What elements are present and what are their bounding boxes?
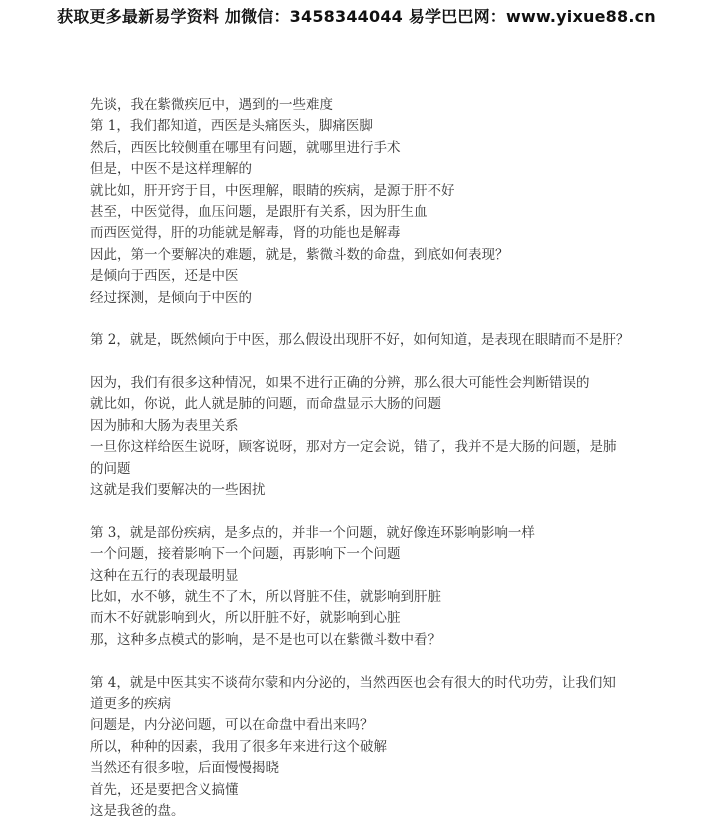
text-line: 但是，中医不是这样理解的 [90,161,252,178]
text-line: 是倾向于西医，还是中医 [90,268,239,285]
section-4-heading: 第 4，就是中医其实不谈荷尔蒙和内分泌的，当然西医也会有很大的时代功劳，让我们知 [90,674,616,691]
section-1-heading: 第 1，我们都知道，西医是头痛医头，脚痛医脚 [90,118,373,135]
text-line: 经过探测，是倾向于中医的 [90,289,252,306]
blank-line [90,501,690,522]
text-line: 而木不好就影响到火，所以肝脏不好，就影响到心脏 [90,610,401,627]
text-line: 因为，我们有很多这种情况，如果不进行正确的分辨，那么很大可能性会判断错误的 [90,375,590,392]
text-line: 而西医觉得，肝的功能就是解毒，肾的功能也是解毒 [90,225,401,242]
text-line: 就比如，你说，此人就是肺的问题，而命盘显示大肠的问题 [90,396,441,413]
text-line: 那，这种多点模式的影响，是不是也可以在紫微斗数中看？ [90,631,441,648]
text-line: 甚至，中医觉得，血压问题，是跟肝有关系，因为肝生血 [90,203,428,220]
text-line: 这就是我们要解决的一些困扰 [90,482,266,499]
text-line: 因此，第一个要解决的难题，就是，紫微斗数的命盘，到底如何表现？ [90,246,509,263]
text-line: 首先，还是要把含义搞懂 [90,781,239,798]
text-line: 所以，种种的因素，我用了很多年来进行这个破解 [90,738,387,755]
text-line: 就比如，肝开窍于目，中医理解，眼睛的疾病，是源于肝不好 [90,182,455,199]
text-line: 一个问题，接着影响下一个问题，再影响下一个问题 [90,546,401,563]
text-line: 的问题 [90,460,131,477]
watermark-header: 获取更多最新易学资料 加微信：3458344044 易学巴巴网：www.yixue88.cn [57,7,656,26]
text-line: 道更多的疾病 [90,695,171,712]
text-line: 先谈，我在紫微疾厄中，遇到的一些难度 [90,97,333,113]
text-line: 然后，西医比较侧重在哪里有问题，就哪里进行手术 [90,139,401,156]
blank-line [90,352,690,373]
text-line: 因为肺和大肠为表里关系 [90,417,239,434]
text-line: 这种在五行的表现最明显 [90,567,239,584]
section-3-heading: 第 3，就是部份疾病，是多点的，并非一个问题，就好像连环影响影响一样 [90,524,535,541]
text-line: 当然还有很多啦，后面慢慢揭晓 [90,760,279,777]
document-body [90,95,690,822]
text-line: 比如，水不够，就生不了木，所以肾脏不佳，就影响到肝脏 [90,588,441,605]
text-line: 问题是，内分泌问题，可以在命盘中看出来吗？ [90,717,374,734]
section-2-heading: 第 2，就是，既然倾向于中医，那么假设出现肝不好，如何知道，是表现在眼睛而不是肝？ [90,332,630,349]
text-line: 这是我爸的盘。 [90,802,185,819]
text-line: 一旦你这样给医生说呀，顾客说呀，那对方一定会说，错了，我并不是大肠的问题，是肺 [90,439,617,456]
blank-line [90,651,690,672]
blank-line [90,309,690,330]
